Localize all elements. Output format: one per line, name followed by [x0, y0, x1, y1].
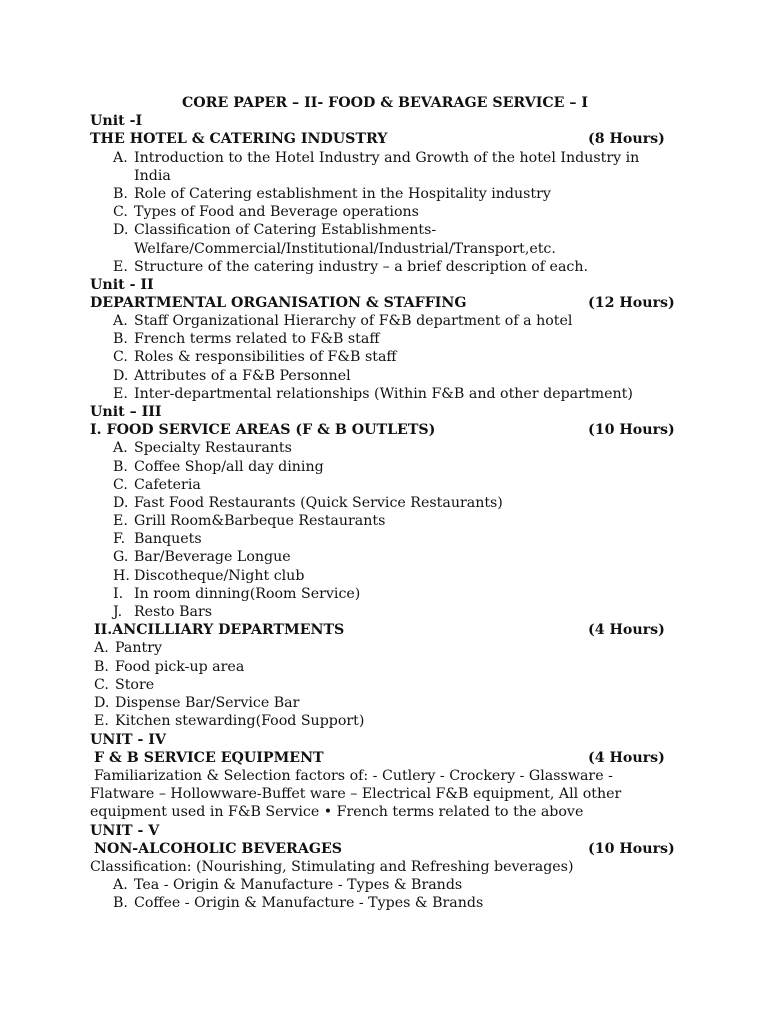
list-item-text: Role of Catering establishment in the Hospitality industry — [134, 186, 551, 202]
list-item — [94, 676, 154, 694]
list-item — [113, 585, 360, 603]
list-marker: F. — [113, 531, 126, 547]
list-marker: I. — [113, 586, 124, 602]
section-heading: II.ANCILLIARY DEPARTMENTS — [94, 622, 345, 638]
list-item — [113, 567, 304, 585]
list-marker: B. — [113, 331, 128, 347]
list-marker: A. — [113, 440, 128, 456]
list-item — [113, 330, 379, 348]
list-marker: E. — [113, 386, 128, 402]
list-item — [113, 185, 551, 203]
list-marker: A. — [113, 877, 128, 893]
list-marker: E. — [113, 259, 128, 275]
list-item — [113, 512, 385, 530]
list-item — [94, 694, 299, 712]
section-hours: (10 Hours) — [588, 422, 675, 438]
section-hours: (4 Hours) — [588, 622, 665, 638]
list-item — [113, 439, 292, 457]
list-marker: D. — [113, 368, 129, 384]
list-item-text: Welfare/Commercial/Institutional/Industrial/Transport,etc. — [134, 241, 556, 257]
section-heading: THE HOTEL & CATERING INDUSTRY — [90, 131, 388, 147]
list-item-text: Store — [115, 677, 155, 693]
list-item-text: Specialty Restaurants — [134, 440, 292, 456]
list-item — [94, 712, 364, 730]
section-heading: I. FOOD SERVICE AREAS (F & B OUTLETS) — [90, 422, 436, 438]
list-item-text: Staff Organizational Hierarchy of F&B department of a hotel — [134, 313, 573, 329]
section-heading: DEPARTMENTAL ORGANISATION & STAFFING — [90, 295, 467, 311]
list-item — [113, 876, 462, 894]
list-item-text: Introduction to the Hotel Industry and Growth of the hotel Industry in — [134, 150, 640, 166]
unit-label: UNIT - IV — [90, 732, 166, 748]
section-hours: (10 Hours) — [588, 841, 675, 857]
list-item-text: Grill Room&Barbeque Restaurants — [134, 513, 386, 529]
list-item — [113, 167, 171, 185]
unit-label: Unit - II — [90, 277, 154, 293]
body-text-line: Flatware – Hollowware-Buffet ware – Electrical F&B equipment, All other — [90, 786, 622, 802]
list-item-text: Coffee - Origin & Manufacture - Types & Brands — [134, 895, 484, 911]
list-marker: C. — [113, 477, 128, 493]
section-heading: NON-ALCOHOLIC BEVERAGES — [94, 841, 343, 857]
body-text-line: equipment used in F&B Service • French terms related to the above — [90, 804, 584, 820]
list-item-text: Types of Food and Beverage operations — [134, 204, 419, 220]
list-item — [94, 639, 162, 657]
list-item — [113, 494, 503, 512]
list-item-text: Attributes of a F&B Personnel — [134, 368, 351, 384]
list-item — [113, 476, 201, 494]
list-item-text: Fast Food Restaurants (Quick Service Restaurants) — [134, 495, 503, 511]
section-heading: F & B SERVICE EQUIPMENT — [94, 750, 324, 766]
list-item-text: Classification of Catering Establishments- — [134, 222, 437, 238]
list-item — [113, 367, 351, 385]
list-item — [113, 458, 324, 476]
body-text-line: Familiarization & Selection factors of: - Cutlery - Crockery - Glassware - — [94, 768, 613, 784]
list-item — [113, 258, 588, 276]
list-marker: D. — [94, 695, 110, 711]
list-marker: C. — [113, 349, 128, 365]
list-item-text: Kitchen stewarding(Food Support) — [115, 713, 365, 729]
list-marker: B. — [113, 186, 128, 202]
section-hours: (12 Hours) — [588, 295, 675, 311]
list-item-text: Structure of the catering industry – a brief description of each. — [134, 259, 589, 275]
list-item-text: French terms related to F&B staff — [134, 331, 380, 347]
list-item-text: Dispense Bar/Service Bar — [115, 695, 300, 711]
list-marker: E. — [94, 713, 109, 729]
list-item-text: Cafeteria — [134, 477, 201, 493]
unit-label: Unit – III — [90, 404, 162, 420]
unit-label: Unit -I — [90, 113, 143, 129]
list-item — [113, 603, 212, 621]
list-marker: A. — [113, 150, 128, 166]
unit-label: UNIT - V — [90, 823, 160, 839]
list-item — [113, 240, 556, 258]
list-marker: A. — [94, 640, 109, 656]
list-item-text: Pantry — [115, 640, 163, 656]
list-marker: J. — [113, 604, 123, 620]
list-item-text: Bar/Beverage Longue — [134, 549, 291, 565]
list-marker: D. — [113, 222, 129, 238]
list-item-text: Coffee Shop/all day dining — [134, 459, 324, 475]
list-item — [113, 203, 419, 221]
list-item — [113, 548, 291, 566]
list-item-text: India — [134, 168, 171, 184]
list-marker: C. — [94, 677, 109, 693]
list-item-text: Tea - Origin & Manufacture - Types & Brands — [134, 877, 463, 893]
list-item — [113, 530, 202, 548]
list-marker: B. — [94, 659, 109, 675]
list-item-text: Food pick-up area — [115, 659, 245, 675]
section-hours: (8 Hours) — [588, 131, 665, 147]
section-hours: (4 Hours) — [588, 750, 665, 766]
list-marker: E. — [113, 513, 128, 529]
list-item-text: In room dinning(Room Service) — [134, 586, 361, 602]
list-item — [113, 894, 483, 912]
body-text-line: Classification: (Nourishing, Stimulating and Refreshing beverages) — [90, 859, 574, 875]
list-marker: A. — [113, 313, 128, 329]
list-item-text: Resto Bars — [134, 604, 213, 620]
list-item — [113, 385, 633, 403]
list-item — [113, 312, 572, 330]
list-marker: H. — [113, 568, 130, 584]
list-item-text: Banquets — [134, 531, 202, 547]
list-item-text: Discotheque/Night club — [134, 568, 305, 584]
list-marker: B. — [113, 459, 128, 475]
list-item — [94, 658, 244, 676]
list-item — [113, 149, 639, 167]
list-item-text: Roles & responsibilities of F&B staff — [134, 349, 397, 365]
list-marker: D. — [113, 495, 129, 511]
list-item — [113, 221, 436, 239]
list-marker: C. — [113, 204, 128, 220]
list-item — [113, 348, 396, 366]
list-marker: B. — [113, 895, 128, 911]
list-item-text: Inter-departmental relationships (Within F&B and other department) — [134, 386, 633, 402]
list-marker: G. — [113, 549, 129, 565]
document-title: CORE PAPER – II- FOOD & BEVARAGE SERVICE – I — [182, 95, 589, 111]
